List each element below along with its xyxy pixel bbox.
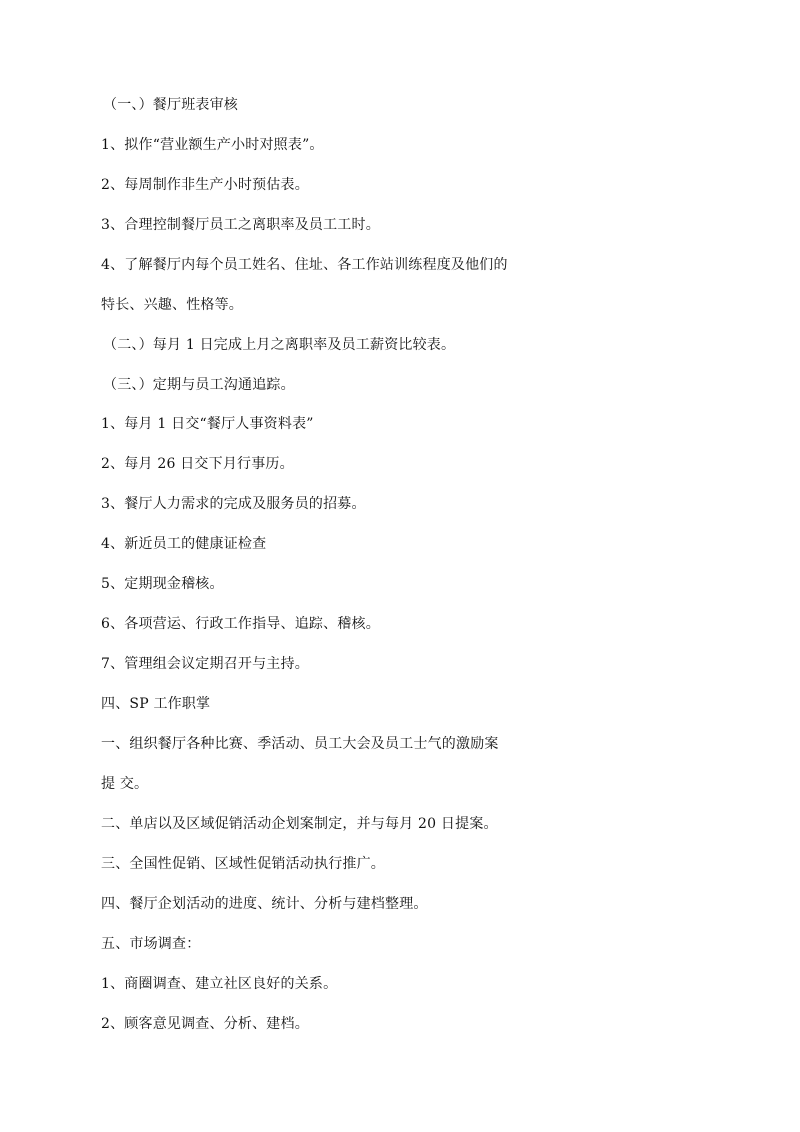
list-item: 4、新近员工的健康证检查: [101, 536, 267, 552]
section-heading-monthly-report: （二、）每月 1 日完成上月之离职率及员工薪资比较表。: [103, 337, 456, 353]
list-item: 2、每周制作非生产小时预估表。: [101, 177, 309, 193]
list-item: 1、每月 1 日交“餐厅人事资料表”: [101, 416, 314, 432]
list-item: 5、定期现金稽核。: [101, 576, 224, 592]
section-heading-communication: （三、）定期与员工沟通追踪。: [103, 377, 295, 393]
list-item: 1、商圈调查、建立社区良好的关系。: [101, 976, 338, 992]
list-item: 2、顾客意见调查、分析、建档。: [101, 1016, 309, 1032]
list-item: 三、全国性促销、区域性促销活动执行推广。: [101, 856, 385, 872]
list-item: 3、餐厅人力需求的完成及服务员的招募。: [101, 496, 366, 512]
section-heading-sp-duties: 四、SP 工作职掌: [101, 696, 211, 712]
section-heading-market-research: 五、市场调查：: [101, 936, 201, 952]
list-item: 7、管理组会议定期召开与主持。: [101, 656, 309, 672]
list-item: 1、拟作“营业额生产小时对照表”。: [101, 137, 324, 153]
list-item: 一、组织餐厅各种比赛、季活动、员工大会及员工士气的激励案: [101, 736, 499, 752]
section-heading-schedule-review: （一、）餐厅班表审核: [103, 97, 238, 113]
list-item: 3、合理控制餐厅员工之离职率及员工工时。: [101, 217, 380, 233]
list-item: 6、各项营运、行政工作指导、追踪、稽核。: [101, 616, 380, 632]
list-item: 2、每月 26 日交下月行事历。: [101, 456, 294, 472]
list-item: 四、餐厅企划活动的进度、统计、分析与建档整理。: [101, 896, 428, 912]
list-item-continuation: 提 交。: [101, 776, 149, 792]
list-item-continuation: 特长、兴趣、性格等。: [101, 297, 243, 313]
list-item: 二、单店以及区域促销活动企划案制定，并与每月 20 日提案。: [101, 816, 498, 832]
list-item: 4、了解餐厅内每个员工姓名、住址、各工作站训练程度及他们的: [101, 257, 508, 273]
